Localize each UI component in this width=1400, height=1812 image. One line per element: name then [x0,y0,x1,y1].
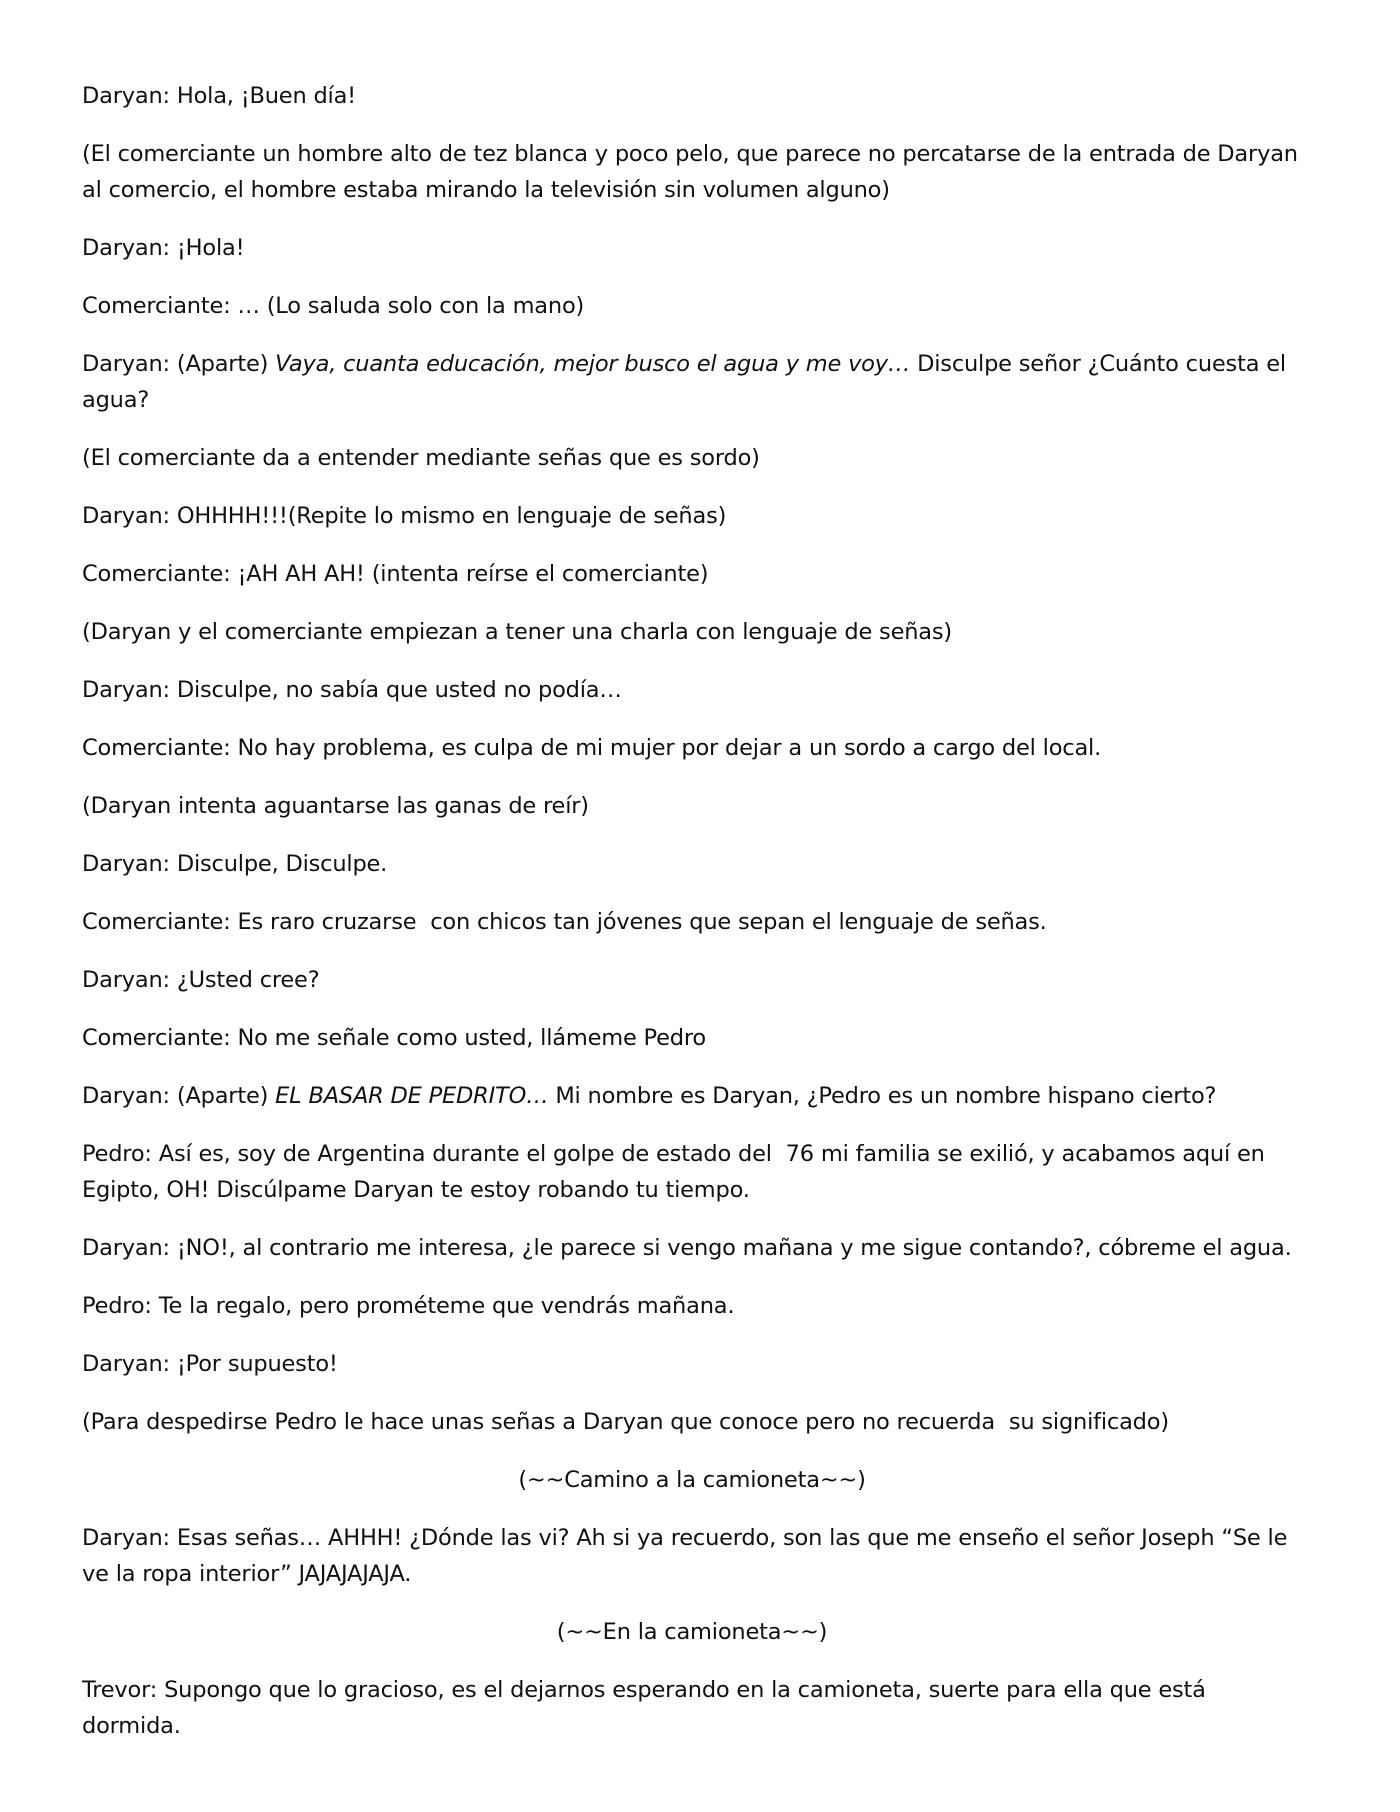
text-span: Mi nombre es Daryan, ¿Pedro es un nombre hispano cierto? [548,1083,1217,1109]
text-span: Disculpe señor ¿Cuánto cuesta el agua? [82,351,1293,413]
text-span: Comerciante: No hay problema, es culpa de mi mujer por dejar a un sordo a cargo del local. [82,735,1102,761]
dialogue-line [82,1078,1302,1114]
text-span: (El comerciante da a entender mediante señas que es sordo) [82,445,760,471]
text-span: Daryan: ¡NO!, al contrario me interesa, ¿le parece si vengo mañana y me sigue contando?, cóbreme el agua. [82,1235,1292,1261]
dialogue-line [82,498,1302,534]
text-span: Daryan: ¡Por supuesto! [82,1351,338,1377]
text-span: Comerciante: Es raro cruzarse con chicos tan jóvenes que sepan el lenguaje de señas. [82,909,1047,935]
dialogue-line [82,1136,1302,1208]
dialogue-line [82,904,1302,940]
scene-heading [82,1462,1302,1498]
text-span: Pedro: Así es, soy de Argentina durante el golpe de estado del 76 mi familia se exilió, y acabamos aquí en Egipto, OH! Discúlpame Daryan te estoy robando tu tiempo. [82,1141,1272,1203]
text-span: Comerciante: No me señale como usted, llámeme Pedro [82,1025,706,1051]
dialogue-line [82,1520,1302,1592]
text-span: (Daryan y el comerciante empiezan a tener una charla con lenguaje de señas) [82,619,952,645]
text-span: (Para despedirse Pedro le hace unas señas a Daryan que conoce pero no recuerda su significado) [82,1409,1169,1435]
dialogue-line [82,1288,1302,1324]
dialogue-line [82,1346,1302,1382]
text-span: Daryan: Hola, ¡Buen día! [82,83,357,109]
text-span: (Daryan intenta aguantarse las ganas de reír) [82,793,589,819]
text-span: Daryan: Esas señas… AHHH! ¿Dónde las vi? Ah si ya recuerdo, son las que me enseño el señor Joseph “Se le ve la ropa interior” JAJAJAJAJA. [82,1525,1295,1587]
italic-aside: Vaya, cuanta educación, mejor busco el agua y me voy… [275,351,911,377]
dialogue-line [82,1230,1302,1266]
stage-direction [82,136,1305,208]
text-span: (~~En la camioneta~~) [556,1619,828,1645]
stage-direction [82,440,1302,476]
text-span: Daryan: (Aparte) [82,351,276,377]
text-span: Daryan: ¿Usted cree? [82,967,320,993]
text-span: Daryan: ¡Hola! [82,235,245,261]
scene-heading [82,1614,1302,1650]
dialogue-line [82,1020,1302,1056]
text-span: Trevor: Supongo que lo gracioso, es el dejarnos esperando en la camioneta, suerte para ella que está dormida. [82,1677,1213,1739]
stage-direction [82,1404,1302,1440]
text-span: Comerciante: ¡AH AH AH! (intenta reírse el comerciante) [82,561,709,587]
dialogue-line [82,730,1302,766]
text-span: (~~Camino a la camioneta~~) [518,1467,866,1493]
document-body [82,78,1305,1766]
dialogue-line [82,846,1302,882]
text-span: Daryan: Disculpe, no sabía que usted no podía… [82,677,622,703]
dialogue-line [82,672,1302,708]
dialogue-line [82,346,1302,418]
dialogue-line [82,962,1302,998]
stage-direction [82,788,1302,824]
dialogue-line [82,78,1302,114]
dialogue-line [82,288,1302,324]
text-span: Daryan: (Aparte) [82,1083,276,1109]
text-span: (El comerciante un hombre alto de tez blanca y poco pelo, que parece no percatarse de la entrada de Daryan al comercio, el hombre estaba mirando la televisión sin volumen alguno) [82,141,1305,203]
dialogue-line [82,1672,1302,1744]
text-span: Daryan: OHHHH!!!(Repite lo mismo en lenguaje de señas) [82,503,727,529]
text-span: Comerciante: … (Lo saluda solo con la mano) [82,293,585,319]
dialogue-line [82,230,1302,266]
dialogue-line [82,556,1302,592]
stage-direction [82,614,1302,650]
italic-aside: EL BASAR DE PEDRITO… [275,1083,549,1109]
text-span: Daryan: Disculpe, Disculpe. [82,851,388,877]
text-span: Pedro: Te la regalo, pero prométeme que vendrás mañana. [82,1293,735,1319]
